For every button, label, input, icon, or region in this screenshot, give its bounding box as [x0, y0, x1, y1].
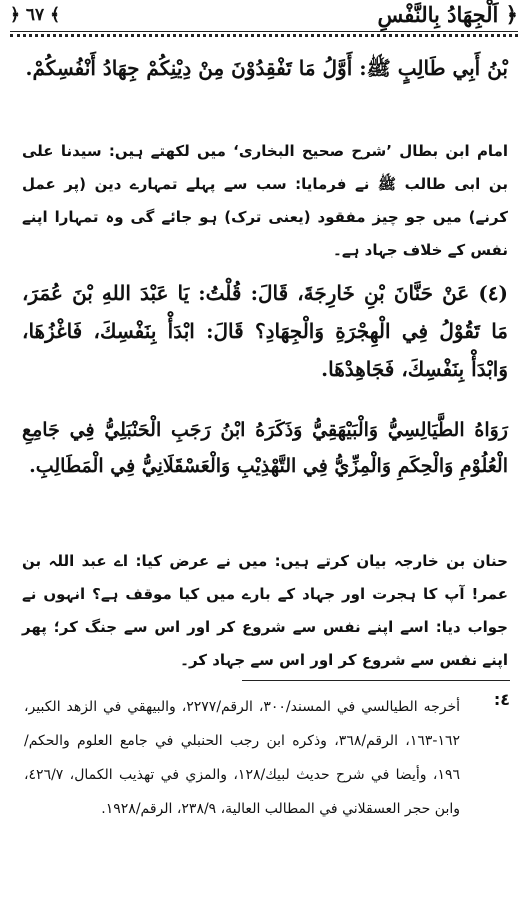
footnote [24, 690, 510, 826]
footnote-separator [242, 680, 510, 681]
hadith-4-text: (٤) عَنْ حَنَّانَ بْنِ خَارِجَةَ، قَالَ: قُلْتُ: يَا عَبْدَ اللهِ بْنَ عُمَرَ، مَا تَقُوْلُ فِي الْهِجْرَةِ وَالْجِهَادِ؟ قَالَ: ابْدَأْ بِنَفْسِكَ، فَاغْزُهَا، وَابْدَأْ بِنَفْسِكَ، فَجَاهِدْهَا. [22, 281, 508, 381]
header-dotted-rule [10, 34, 518, 37]
urdu-translation-2: حنان بن خارجہ بیان کرتے ہیں: میں نے عرض کیا: اے عبد اللہ بن عمر! آپ کا ہجرت اور جہاد کے بارے میں کیا موقف ہے؟ انہوں نے جواب دیا: اسے اپنے نفس سے شروع کر اور اس سے جنگ کر؛ پھر اپنے نفس سے شروع کر اور اس سے جہاد کر۔ [22, 552, 508, 669]
hadith-4-narration-sources: رَوَاهُ الطَّيَالِسِيُّ وَالْبَيْهَقِيُّ وَذَكَرَهُ ابْنُ رَجَبِ الْحَنْبَلِيُّ فِي جَامِعِ الْعُلُوْمِ وَالْحِكَمِ وَالْمِزِّيُّ فِي التَّهْذِيْبِ وَالْعَسْقَلَانِيُّ فِي الْمَطَالِبِ. [22, 419, 508, 477]
header-rule [10, 31, 518, 32]
chapter-title: ﴿ اَلْجِهَادُ بِالنَّفْسِ [377, 2, 518, 27]
urdu-translation-1: امام ابن بطال ’شرح صحیح البخاری‘ میں لکھتے ہیں: سیدنا علی بن ابی طالب ﷺ نے فرمایا: سب سے پہلے تمہارے دین (پر عمل کرنے) میں جو چیز مفقود (یعنی ترک) ہو جائے گی وہ تمہارا اپنے نفس کے خلاف جہاد ہے۔ [22, 142, 508, 259]
hadith-3-continuation: بْنُ أَبِي طَالِبٍ ﷺ: أَوَّلُ مَا تَفْقِدُوْنَ مِنْ دِيْنِكُمْ جِهَادُ أَنْفُسِكُمْ. [25, 56, 508, 80]
footnote-text: أخرجه الطيالسي في المسند/٣٠٠، الرقم/٢٢٧٧، والبيهقي في الزهد الكبير، ١٦٢-١٦٣، الرقم/٣٦٨، وذكره ابن رجب الحنبلي في جامع العلوم والحكم/١٩٦، وأيضا في شرح حديث لبيك/١٢٨، والمزي في تهذيب الكمال، ٤٢٦/٧، وابن حجر العسقلاني في المطالب العالية، ٢٣٨/٩، الرقم/١٩٢٨. [24, 699, 460, 817]
page-number: ﴿ ٦٧ ﴾ [10, 5, 61, 25]
page-header [10, 0, 518, 30]
footnote-number: ٤: [493, 690, 510, 709]
